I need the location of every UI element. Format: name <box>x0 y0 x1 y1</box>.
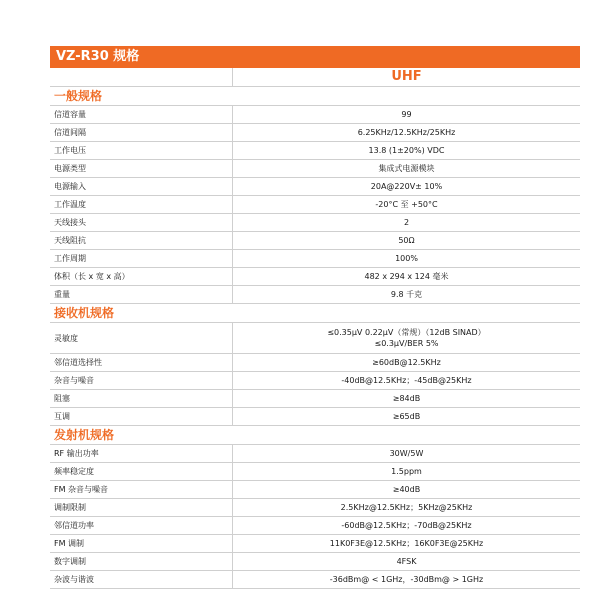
row-label: 互调 <box>50 408 233 425</box>
page-title: VZ-R30 规格 <box>50 46 580 68</box>
table-row <box>50 160 580 178</box>
table-row <box>50 196 580 214</box>
row-label: 频率稳定度 <box>50 463 233 480</box>
row-label: 信道间隔 <box>50 124 233 141</box>
row-label: 工作电压 <box>50 142 233 159</box>
row-label: 邻信道功率 <box>50 517 233 534</box>
row-label: 电源输入 <box>50 178 233 195</box>
row-value: -36dBm@ < 1GHz，-30dBm@ > 1GHz <box>329 575 484 584</box>
column-header-row <box>50 68 580 87</box>
row-value: 1.5ppm <box>391 467 422 476</box>
table-row <box>50 499 580 517</box>
row-value: -20°C 至 +50°C <box>375 200 438 209</box>
section-title-general: 一般规格 <box>50 87 580 106</box>
sensitivity-line-2: ≤0.3μV/BER 5% <box>374 339 439 348</box>
row-label: 工作周期 <box>50 250 233 267</box>
row-label: 重量 <box>50 286 233 303</box>
table-row <box>50 250 580 268</box>
row-label: FM 调制 <box>50 535 233 552</box>
row-value: 2 <box>403 218 410 227</box>
row-value: 20A@220V± 10% <box>370 182 443 191</box>
section-title-transmitter: 发射机规格 <box>50 426 580 445</box>
table-row <box>50 178 580 196</box>
row-label: 杂波与谐波 <box>50 571 233 588</box>
table-row <box>50 372 580 390</box>
row-label: 天线阻抗 <box>50 232 233 249</box>
table-row <box>50 124 580 142</box>
table-row <box>50 286 580 304</box>
row-value: 集成式电源模块 <box>378 164 435 173</box>
row-label: 数字调制 <box>50 553 233 570</box>
column-header-blank <box>50 68 233 86</box>
row-value: 482 x 294 x 124 毫米 <box>364 272 449 281</box>
table-row <box>50 463 580 481</box>
table-row <box>50 214 580 232</box>
table-row <box>50 354 580 372</box>
row-value: ≥84dB <box>392 394 421 403</box>
row-value: 4FSK <box>396 557 417 566</box>
spec-sheet <box>50 46 580 589</box>
table-row <box>50 408 580 426</box>
table-row <box>50 445 580 463</box>
row-value <box>233 323 580 353</box>
row-label: 信道容量 <box>50 106 233 123</box>
row-value: 99 <box>401 110 412 119</box>
row-label: 电源类型 <box>50 160 233 177</box>
section-title-receiver: 接收机规格 <box>50 304 580 323</box>
row-label: 工作温度 <box>50 196 233 213</box>
row-label: 灵敏度 <box>50 323 233 353</box>
table-row <box>50 232 580 250</box>
row-value: ≥65dB <box>392 412 421 421</box>
row-value: ≥60dB@12.5KHz <box>372 358 441 367</box>
row-value: -60dB@12.5KHz；-70dB@25KHz <box>341 521 472 530</box>
row-value: 11K0F3E@12.5KHz；16K0F3E@25KHz <box>329 539 484 548</box>
row-value: 9.8 千克 <box>390 290 423 299</box>
row-value: -40dB@12.5KHz；-45dB@25KHz <box>341 376 472 385</box>
row-label: RF 输出功率 <box>50 445 233 462</box>
sensitivity-line-1: ≤0.35μV 0.22μV（常规）（12dB SINAD） <box>327 328 486 337</box>
general-spec-rows <box>50 106 580 304</box>
table-row <box>50 268 580 286</box>
row-label: 阻塞 <box>50 390 233 407</box>
row-value: 100% <box>395 254 418 263</box>
table-row <box>50 517 580 535</box>
table-row <box>50 553 580 571</box>
table-row <box>50 142 580 160</box>
receiver-spec-rows <box>50 323 580 426</box>
row-value: 30W/5W <box>389 449 424 458</box>
row-value: 2.5KHz@12.5KHz；5KHz@25KHz <box>340 503 473 512</box>
table-row <box>50 390 580 408</box>
table-row <box>50 106 580 124</box>
row-value: ≥40dB <box>392 485 421 494</box>
row-label: 杂音与噪音 <box>50 372 233 389</box>
row-label: 天线接头 <box>50 214 233 231</box>
row-value: 6.25KHz/12.5KHz/25KHz <box>357 128 456 137</box>
row-label: 邻信道选择性 <box>50 354 233 371</box>
row-value: 13.8 (1±20%) VDC <box>368 146 445 155</box>
row-label: FM 杂音与噪音 <box>50 481 233 498</box>
row-label: 体积（长 x 宽 x 高） <box>50 268 233 285</box>
row-label: 调制限制 <box>50 499 233 516</box>
transmitter-spec-rows <box>50 445 580 589</box>
table-row-sensitivity <box>50 323 580 354</box>
column-header-uhf: UHF <box>391 69 422 84</box>
table-row <box>50 481 580 499</box>
row-value: 50Ω <box>398 236 415 245</box>
table-row <box>50 535 580 553</box>
